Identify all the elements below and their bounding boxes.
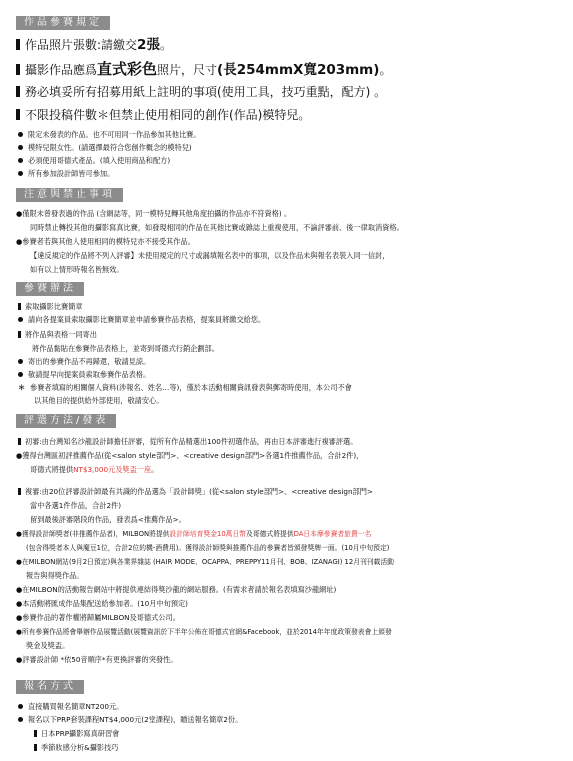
bullet-dot-icon [18,158,23,163]
bullet-dot-icon [18,704,23,709]
square-bullet-icon [34,730,37,737]
square-bullet-icon [18,331,21,338]
section-header-notices: 注意與禁止事項 [16,188,123,202]
square-bullet-icon [16,86,20,97]
list-item: 所有參加設計師皆可參加。 [18,169,114,179]
bullet-dot-icon [18,717,23,722]
privacy-note-cont: 以其他目的提供給外部使用，敬請安心。 [34,396,164,405]
judging-award-line: ●獲得設計師獎者(非推薦作品者)，MILBON將提供設計師培育獎金10萬日幣及哥德式將提供DA日本摩參賽者旅費一名 [16,530,372,538]
step-title: 將作品與表格一同寄出 [18,330,97,340]
judging-line: 留到最後評審階段的作品，發表爲<推薦作品>。 [30,515,186,524]
judging-line: ●所有參賽作品將會舉辦作品展覽活動(展覽資訊於下半年公佈在哥德式官網&Facebook，並於2014年年度政策發表會上頒發 [16,628,392,636]
judging-line: 報告與得獎作品。 [26,571,84,580]
judging-line: ●本活動將匯成作品集配送給參加者。(10月中旬預定) [16,599,188,608]
square-bullet-icon [18,438,21,445]
bullet-dot-icon [18,171,23,176]
list-item: 必須使用哥德式產品。(填入使用商品和配方) [18,156,170,166]
judging-prize-line: 哥德式將提供NT$3,000元及獎盃一座。 [30,465,159,474]
judging-line: 當中各選1件作品，合計2件) [30,501,122,510]
square-bullet-icon [18,303,21,310]
judging-line: ●評審設計師 *依50音順序*有更換評審的突發性。 [16,655,178,664]
step-title: 索取攝影比賽簡章 [18,302,83,312]
list-item: 請向各提案員索取攝影比賽簡章並申請參賽作品表格，提案員將繳交給您。 [18,315,265,325]
course-item: 日本PRP攝影寫真研習會 [34,729,119,739]
list-item: 模特兒限女性。(請選擇最符合您創作概念的模特兒) [18,143,192,153]
privacy-note: ＊ 參賽者填寫的相關個人資料(涉報名、姓名…等)，僅於本活動相關資訊發表與郵寄時使用，本公司不會 [18,383,352,392]
bullet-dot-icon [18,317,23,322]
judging-line: ●在MILBON的活動報告網站中將提供連結得獎沙龍的網站服務。(有需求者請於報名表填寫沙龍網址) [16,585,337,594]
judging-first-round: 初審:由台灣知名沙龍設計師擔任評審，從所有作品精選出100件初選作品，再由日本評審進行複審評選。 [18,437,357,447]
course-item: 季節妝感分析&攝影技巧 [34,743,118,753]
list-item: 直接購買報名簡章NT200元。 [18,702,123,712]
asterisk-icon: ＊ [18,383,26,392]
judging-second-round: 複審:由20位評審設計師最有共識的作品選為「設計師獎」(從<salon style部門>、<creative design部門> [18,487,373,497]
list-item: 限定未發表的作品。也不可用同一作品參加其他比賽。 [18,130,201,140]
bullet-dot-icon [18,132,23,137]
judging-line: ●在MILBON網站(9月2日預定)與各業界雜誌 (HAIR MODE、OCAPPA、PREPPY11月刊、BOB、IZANAGI) 12月刊刊載活動 [16,558,394,566]
section-header-judging: 評選方法/發表 [16,414,116,428]
section-header-rules: 作品參賽規定 [16,16,110,30]
judging-line: (包含得獎者本人與魔豆1位，合計2位的機-酒費用)。獲得設計師獎與推薦作品的參賽者皆頒發獎牌一面。(10月中旬預定) [26,544,390,552]
bullet-dot-icon [18,359,23,364]
rule-photo-count: 作品照片張數:請繳交2張。 [16,36,172,54]
rule-submission-count: 不限投稿件數＊但禁止使用相同的創作(作品)模特兒。 [16,106,310,124]
square-bullet-icon [34,744,37,751]
judging-line: ●獲得台灣區初評推薦作品(從<salon style部門>、<creative design部門>各選1件推薦作品，合計2件)， [16,451,364,460]
square-bullet-icon [16,39,20,50]
step-detail: 將作品黏貼在參賽作品表格上，並寄到哥德式行銷企劃部。 [32,344,219,353]
square-bullet-icon [18,488,21,495]
bullet-dot-icon [18,145,23,150]
rule-photo-size: 攝影作品應爲直式彩色照片，尺寸(長254mmX寬203mm)。 [16,60,391,79]
rule-fill-form: 務必填妥所有招募用紙上註明的事項(使用工具，技巧重點，配方) 。 [16,83,386,101]
judging-line: ●參賽作品的著作權將歸屬MILBON及哥德式公司。 [16,613,180,622]
notice-line: ●僅限未曾發表過的作品 (含網誌等，同一模特兒轉其他角度拍攝的作品亦不符資格) 。 [16,209,292,218]
square-bullet-icon [16,64,20,75]
notice-line: ●參賽者若與其他人使用相同的模特兒亦不接受其作品。 [16,237,195,246]
list-item: 報名以下PRP套裝課程NT$4,000元(2堂課程)，贈送報名簡章2份。 [18,715,242,725]
judging-line: 獎金及獎盃。 [26,641,70,650]
notice-line: 同時禁止轉投其他的攝影寫真比賽，如發現相同的作品在其他比賽或雜誌上重複使用，不論評審前、後一律取消資格。 [30,223,404,232]
notice-line: 【違反規定的作品將不列入評審】未使用規定的尺寸或漏填報名表中的事項，以及作品未與報名表裝入同一信封， [30,251,390,260]
list-item: 敬請提早向提案員索取參賽作品表格。 [18,370,150,380]
list-item: 寄出的參賽作品不再歸還，敬請見諒。 [18,357,150,367]
section-header-registration: 報名方式 [16,680,84,694]
square-bullet-icon [16,109,20,120]
bullet-dot-icon [18,372,23,377]
notice-line: 如有以上情形時報名皆無效。 [30,265,124,274]
section-header-how-to-enter: 參賽辦法 [16,282,84,296]
